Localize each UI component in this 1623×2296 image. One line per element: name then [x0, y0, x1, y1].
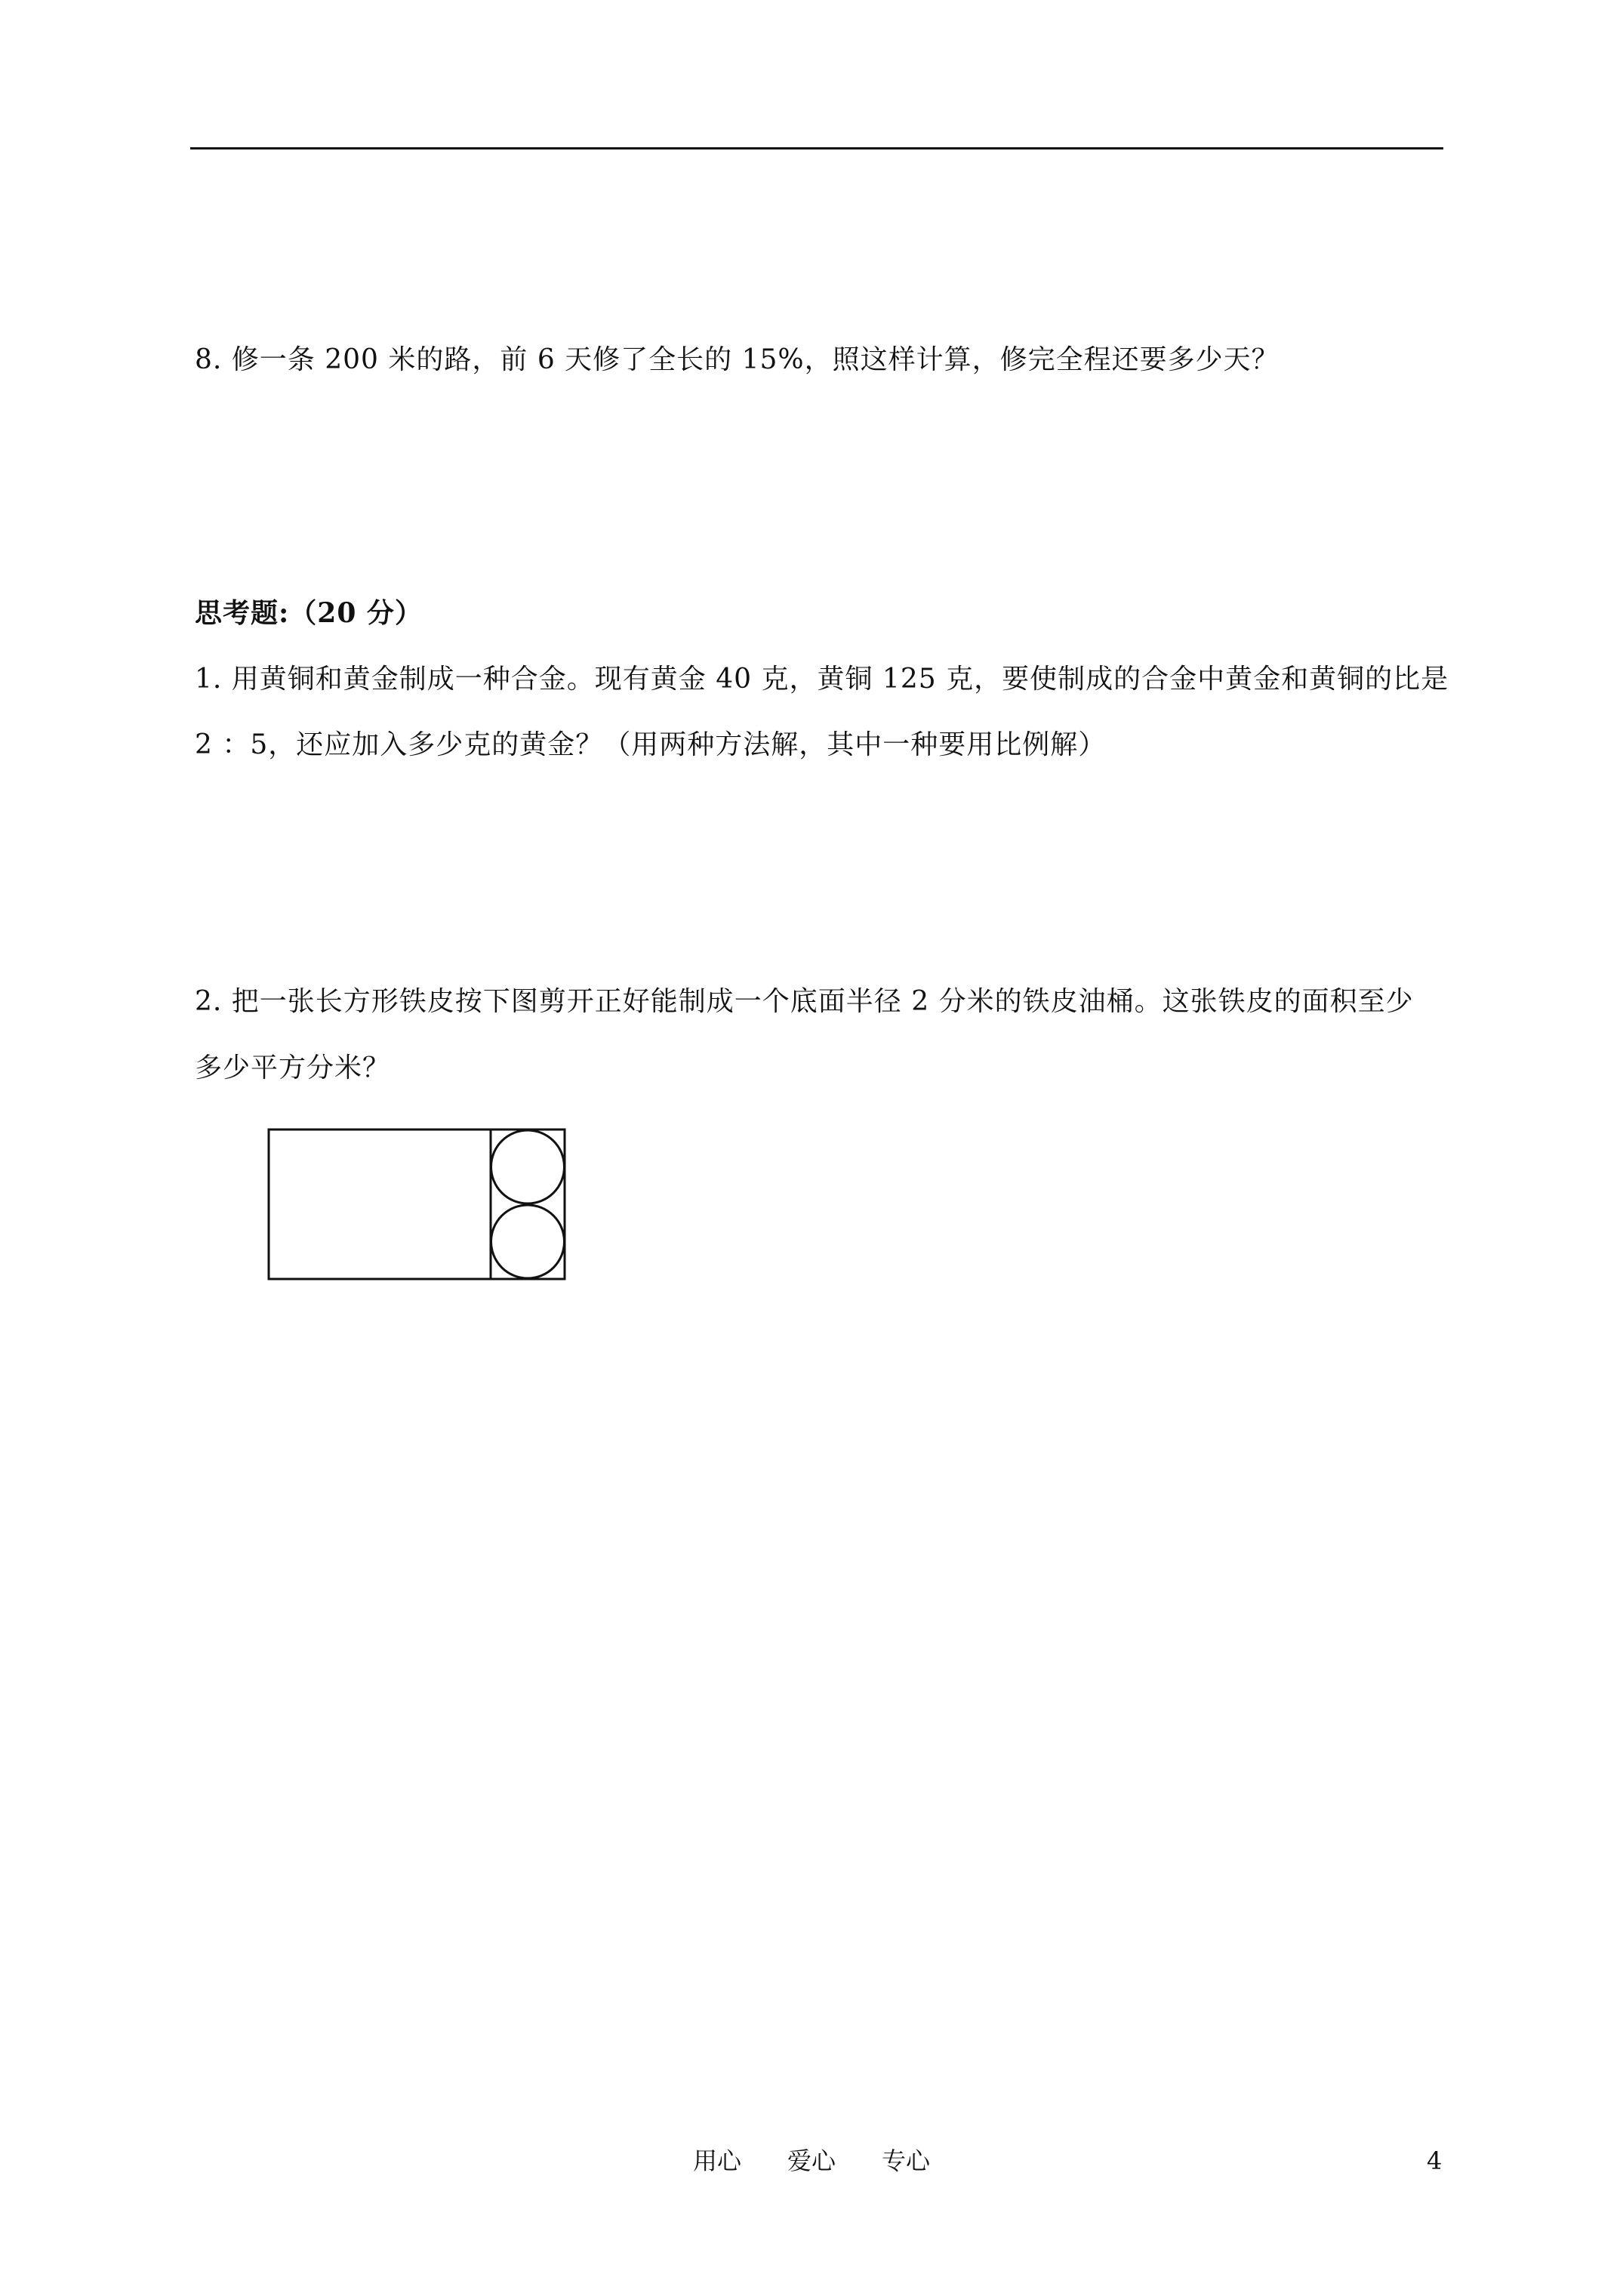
thinking-question-1-line-2: 2 ：5，还应加入多少克的黄金？（用两种方法解，其中一种要用比例解）: [195, 729, 1107, 760]
question-8: 8. 修一条 200 米的路，前 6 天修了全长的 15%，照这样计算，修完全程还要多少天？: [195, 344, 1280, 375]
thinking-question-1-line-1: 1. 用黄铜和黄金制成一种合金。现有黄金 40 克，黄铜 125 克，要使制成的合金中黄金和黄铜的比是: [195, 664, 1449, 695]
thinking-question-2-line-1: 2. 把一张长方形铁皮按下图剪开正好能制成一个底面半径 2 分米的铁皮油桶。这张铁皮的面积至少: [195, 986, 1414, 1017]
top-circle: [491, 1130, 565, 1203]
footer-motto: 用心 爱心 专心: [692, 2147, 931, 2175]
bottom-circle: [491, 1205, 565, 1278]
thinking-section-heading: 思考题:（20 分）: [195, 597, 423, 629]
sheet-outline: [269, 1130, 565, 1279]
header-rule: [190, 147, 1443, 149]
sheet-cutting-diagram: [266, 1128, 568, 1282]
thinking-question-2-line-2: 多少平方分米？: [195, 1052, 391, 1083]
page-number: 4: [1427, 2147, 1443, 2175]
